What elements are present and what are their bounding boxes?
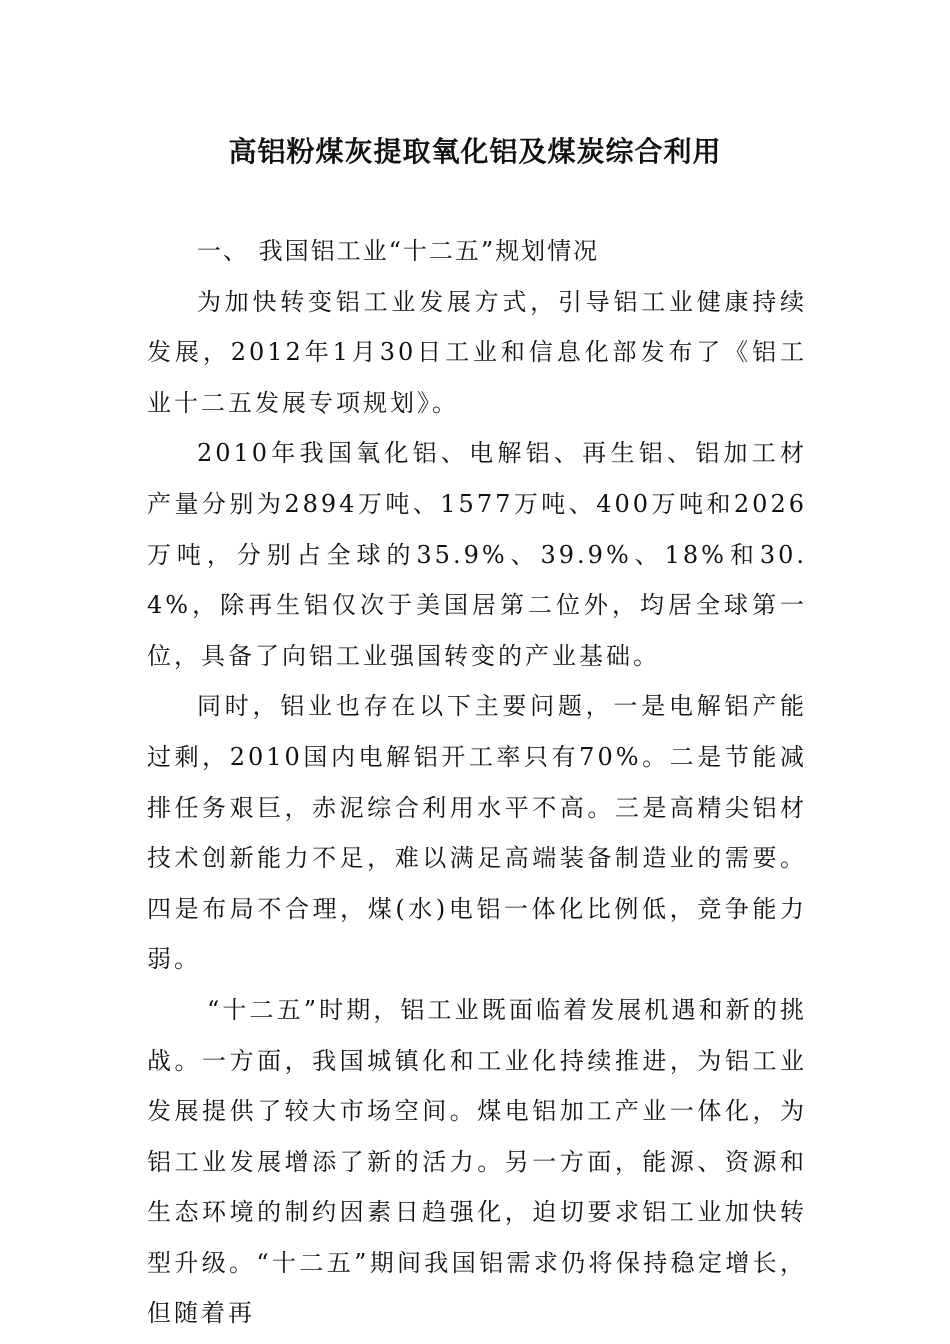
paragraph-3: 同时，铝业也存在以下主要问题，一是电解铝产能过剩，2010国内电解铝开工率只有70%。二是节能减排任务艰巨，赤泥综合利用水平不高。三是高精尖铝材技术创新能力不足，难以满足高端装备制造业的需要。四是布局不合理，煤(水)电铝一体化比例低，竞争能力弱。: [147, 692, 807, 974]
paragraph-4: “十二五”时期，铝工业既面临着发展机遇和新的挑战。一方面，我国城镇化和工业化持续推进，为铝工业发展提供了较大市场空间。煤电铝加工产业一体化，为铝工业发展增添了新的活力。另一方面，能源、资源和生态环境的制约因素日趋强化，迫切要求铝工业加快转型升级。“十二五”期间我国铝需求仍将保持稳定增长，但随着再: [147, 995, 807, 1328]
paragraph-1: 为加快转变铝工业发展方式，引导铝工业健康持续发展，2012年1月30日工业和信息化部发布了《铝工业十二五发展专项规划》。: [147, 287, 807, 417]
document-title: 高铝粉煤灰提取氧化铝及煤炭综合利用: [228, 135, 722, 168]
section-heading: 一、 我国铝工业“十二五”规划情况: [197, 237, 600, 265]
paragraph-2: 2010年我国氧化铝、电解铝、再生铝、铝加工材产量分别为2894万吨、1577万吨、400万吨和2026万吨，分别占全球的35.9%、39.9%、18%和30.4%，除再生铝仅次于美国居第二位外，均居全球第一位，具备了向铝工业强国转变的产业基础。: [147, 439, 807, 670]
document-body: [147, 226, 807, 1339]
